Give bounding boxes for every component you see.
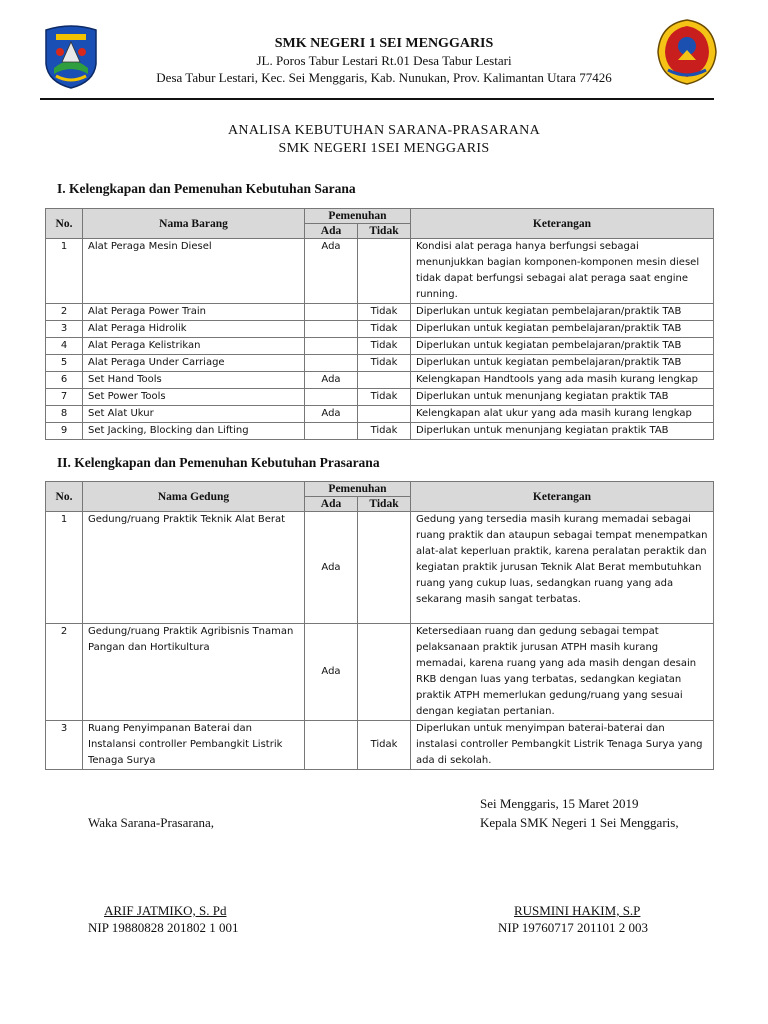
ada-cell: Ada xyxy=(305,624,358,721)
keterangan-cell: Diperlukan untuk menyimpan baterai-baterai dan instalasi controller Pembangkit Listrik Tenaga Surya yang ada di sekolah. xyxy=(411,721,714,770)
building-name: Gedung/ruang Praktik Teknik Alat Berat xyxy=(83,512,305,624)
item-name: Set Hand Tools xyxy=(83,372,305,389)
row-number: 4 xyxy=(46,338,83,355)
address-line-1: JL. Poros Tabur Lestari Rt.01 Desa Tabur Lestari xyxy=(256,53,512,68)
keterangan-cell: Diperlukan untuk kegiatan pembelajaran/praktik TAB xyxy=(411,321,714,338)
keterangan-cell: Ketersediaan ruang dan gedung sebagai tempat pelaksanaan praktik jurusan ATPH masih kurang memadai, karena ruang yang ada masih dengan desain RKB dengan luas yang terbatas, sedangkan kegiatan praktik ATPH memerlukan gedung/ruang yang sesuai dengan kegiatan pertanian. xyxy=(411,624,714,721)
keterangan-cell: Gedung yang tersedia masih kurang memadai sebagai ruang praktik dan ataupun sebagai tempat menempatkan alat-alat keperluan praktik, karena peralatan peraktik dan kegiatan praktik jurusan Teknik Alat Berat membutuhkan ruang yang cukup luas, sedangkan ruang yang ada sekarang masih sangat terbatas. xyxy=(411,512,714,624)
document-subtitle: SMK NEGERI 1SEI MENGGARIS xyxy=(278,141,490,156)
row-number: 6 xyxy=(46,372,83,389)
ada-cell xyxy=(305,355,358,372)
col-header-ada: Ada xyxy=(305,497,358,512)
keterangan-cell: Kelengkapan Handtools yang ada masih kurang lengkap xyxy=(411,372,714,389)
col-header-ada: Ada xyxy=(305,224,358,239)
right-signatory-role: Kepala SMK Negeri 1 Sei Menggaris, xyxy=(480,815,679,830)
tidak-cell: Tidak xyxy=(358,321,411,338)
row-number: 3 xyxy=(46,321,83,338)
tidak-cell xyxy=(358,239,411,304)
row-number: 3 xyxy=(46,721,83,770)
row-number: 1 xyxy=(46,512,83,624)
tidak-cell: Tidak xyxy=(358,423,411,440)
ada-cell: Ada xyxy=(305,406,358,423)
item-name: Alat Peraga Under Carriage xyxy=(83,355,305,372)
col-header-pemenuhan: Pemenuhan xyxy=(305,482,411,497)
table-row xyxy=(46,512,714,624)
ada-cell: Ada xyxy=(305,239,358,304)
table-row xyxy=(46,304,714,321)
keterangan-cell: Kelengkapan alat ukur yang ada masih kurang lengkap xyxy=(411,406,714,423)
keterangan-cell: Diperlukan untuk menunjang kegiatan praktik TAB xyxy=(411,389,714,406)
tidak-cell: Tidak xyxy=(358,338,411,355)
col-header-keterangan: Keterangan xyxy=(411,209,714,239)
keterangan-cell: Diperlukan untuk kegiatan pembelajaran/praktik TAB xyxy=(411,304,714,321)
col-header-keterangan: Keterangan xyxy=(411,482,714,512)
tidak-cell xyxy=(358,406,411,423)
row-number: 5 xyxy=(46,355,83,372)
school-name: SMK NEGERI 1 SEI MENGGARIS xyxy=(274,36,494,51)
col-header-pemenuhan: Pemenuhan xyxy=(305,209,411,224)
ada-cell xyxy=(305,321,358,338)
row-number: 2 xyxy=(46,304,83,321)
ada-cell xyxy=(305,423,358,440)
col-header-tidak: Tidak xyxy=(358,224,411,239)
prasarana-table xyxy=(45,481,714,770)
col-header-nama-barang: Nama Barang xyxy=(83,209,305,239)
tidak-cell xyxy=(358,512,411,624)
keterangan-cell: Diperlukan untuk kegiatan pembelajaran/praktik TAB xyxy=(411,338,714,355)
table-row xyxy=(46,338,714,355)
right-signatory-nip: NIP 19760717 201101 2 003 xyxy=(498,920,648,935)
row-number: 7 xyxy=(46,389,83,406)
table-row xyxy=(46,372,714,389)
left-signatory-role: Waka Sarana-Prasarana, xyxy=(88,815,214,830)
section-1-heading: I. Kelengkapan dan Pemenuhan Kebutuhan Sarana xyxy=(57,181,356,196)
tidak-cell: Tidak xyxy=(358,721,411,770)
tidak-cell: Tidak xyxy=(358,355,411,372)
item-name: Alat Peraga Power Train xyxy=(83,304,305,321)
ada-cell: Ada xyxy=(305,372,358,389)
letterhead-divider xyxy=(40,98,714,100)
item-name: Alat Peraga Kelistrikan xyxy=(83,338,305,355)
item-name: Alat Peraga Mesin Diesel xyxy=(83,239,305,304)
table-row xyxy=(46,406,714,423)
table-row xyxy=(46,624,714,721)
building-name: Gedung/ruang Praktik Agribisnis Tnaman Pangan dan Hortikultura xyxy=(83,624,305,721)
keterangan-cell: Diperlukan untuk menunjang kegiatan praktik TAB xyxy=(411,423,714,440)
row-number: 8 xyxy=(46,406,83,423)
col-header-no: No. xyxy=(46,482,83,512)
row-number: 9 xyxy=(46,423,83,440)
col-header-no: No. xyxy=(46,209,83,239)
sarana-table xyxy=(45,208,714,440)
section-2-heading: II. Kelengkapan dan Pemenuhan Kebutuhan Prasarana xyxy=(57,455,380,470)
ada-cell xyxy=(305,721,358,770)
table-row xyxy=(46,321,714,338)
row-number: 2 xyxy=(46,624,83,721)
col-header-nama-gedung: Nama Gedung xyxy=(83,482,305,512)
document-title: ANALISA KEBUTUHAN SARANA-PRASARANA xyxy=(228,123,540,138)
item-name: Set Alat Ukur xyxy=(83,406,305,423)
table-row xyxy=(46,423,714,440)
keterangan-cell: Diperlukan untuk kegiatan pembelajaran/praktik TAB xyxy=(411,355,714,372)
row-number: 1 xyxy=(46,239,83,304)
left-signatory-nip: NIP 19880828 201802 1 001 xyxy=(88,920,239,935)
ada-cell xyxy=(305,338,358,355)
place-date: Sei Menggaris, 15 Maret 2019 xyxy=(480,796,639,811)
right-signatory-name: RUSMINI HAKIM, S.P xyxy=(514,903,641,918)
item-name: Set Jacking, Blocking dan Lifting xyxy=(83,423,305,440)
ada-cell xyxy=(305,304,358,321)
item-name: Alat Peraga Hidrolik xyxy=(83,321,305,338)
building-name: Ruang Penyimpanan Baterai dan Instalansi controller Pembangkit Listrik Tenaga Surya xyxy=(83,721,305,770)
ada-cell: Ada xyxy=(305,512,358,624)
tidak-cell xyxy=(358,624,411,721)
table-row xyxy=(46,355,714,372)
tidak-cell: Tidak xyxy=(358,304,411,321)
left-signatory-name: ARIF JATMIKO, S. Pd xyxy=(104,903,227,918)
table-row xyxy=(46,389,714,406)
address-line-2: Desa Tabur Lestari, Kec. Sei Menggaris, Kab. Nunukan, Prov. Kalimantan Utara 77426 xyxy=(156,70,612,85)
keterangan-cell: Kondisi alat peraga hanya berfungsi sebagai menunjukkan bagian komponen-komponen mesin diesel tidak dapat berfungsi sebagai alat peraga saat engine running. xyxy=(411,239,714,304)
col-header-tidak: Tidak xyxy=(358,497,411,512)
table-row xyxy=(46,239,714,304)
tidak-cell: Tidak xyxy=(358,389,411,406)
table-row xyxy=(46,721,714,770)
tidak-cell xyxy=(358,372,411,389)
ada-cell xyxy=(305,389,358,406)
item-name: Set Power Tools xyxy=(83,389,305,406)
